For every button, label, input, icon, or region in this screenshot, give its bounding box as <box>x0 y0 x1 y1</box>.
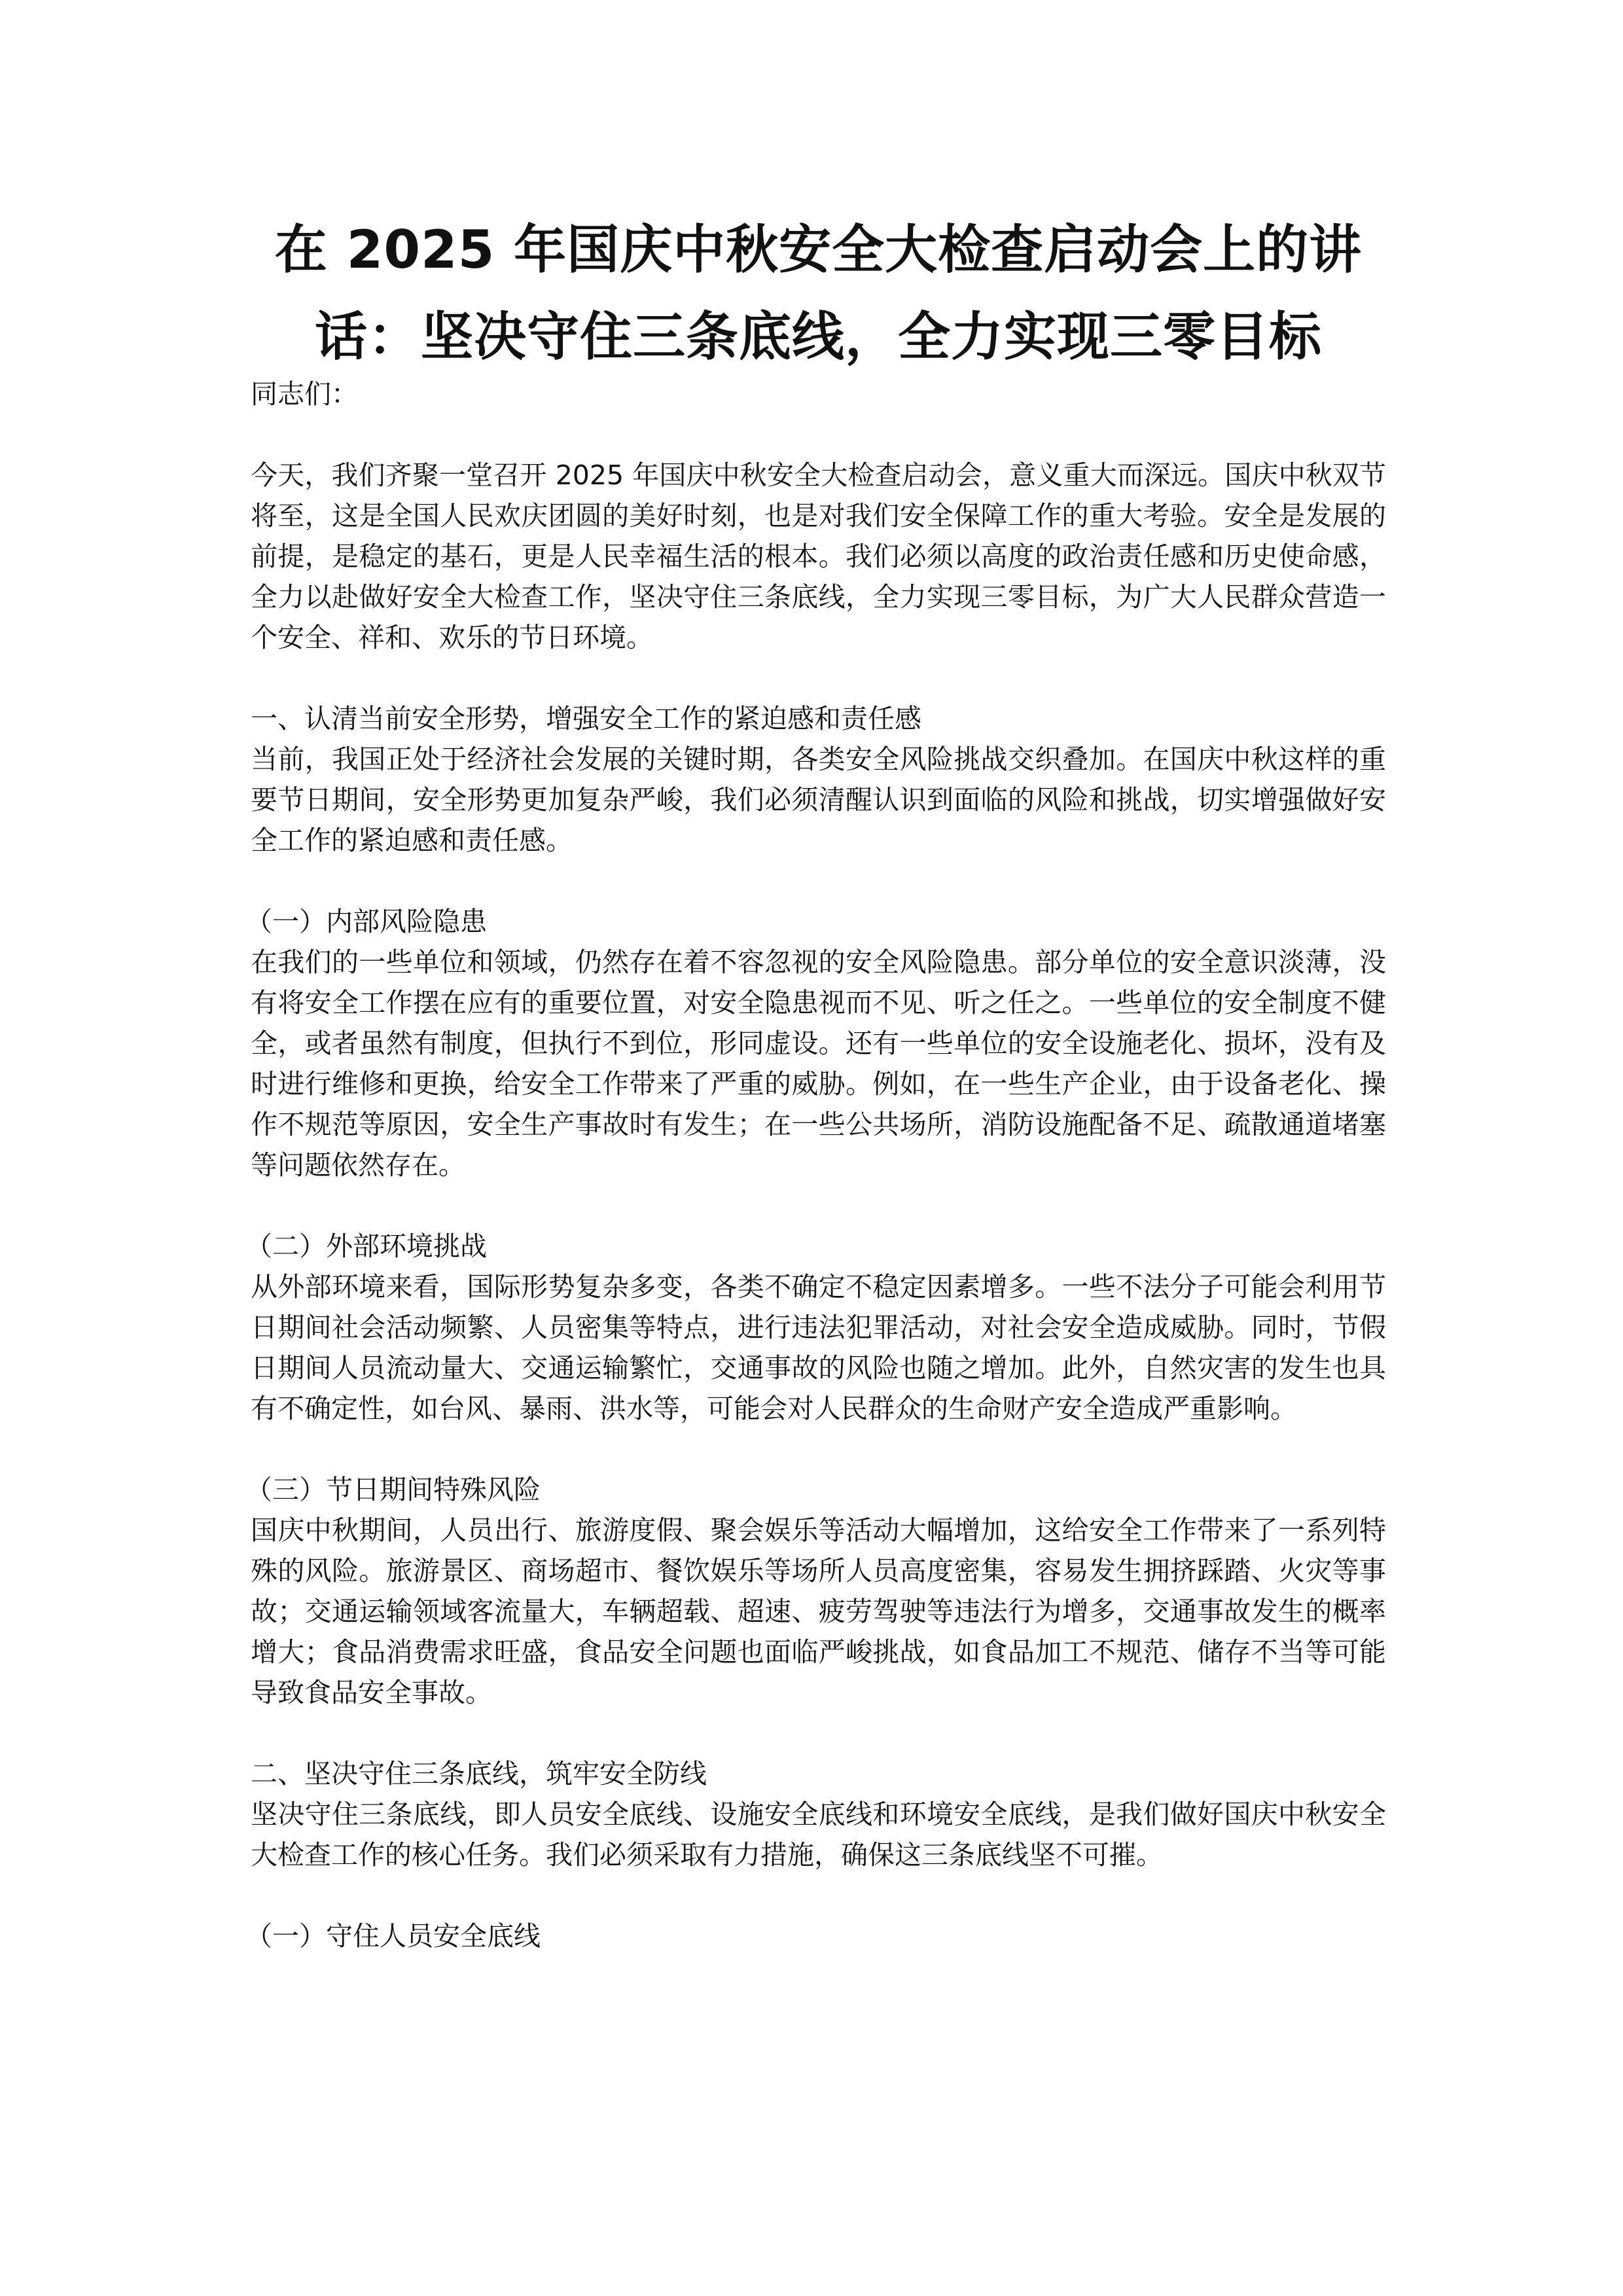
paragraph: 当前，我国正处于经济社会发展的关键时期，各类安全风险挑战交织叠加。在国庆中秋这样的重要节日期间，安全形势更加复杂严峻，我们必须清醒认识到面临的风险和挑战，切实增强做好安全工作的紧迫感和责任感。 <box>251 744 1386 856</box>
paragraph: 从外部环境来看，国际形势复杂多变，各类不确定不稳定因素增多。一些不法分子可能会利用节日期间社会活动频繁、人员密集等特点，进行违法犯罪活动，对社会安全造成威胁。同时，节假日期间人员流动量大、交通运输繁忙，交通事故的风险也随之增加。此外，自然灾害的发生也具有不确定性，如台风、暴雨、洪水等，可能会对人民群众的生命财产安全造成严重影响。 <box>251 1271 1386 1424</box>
paragraph-intro: 今天，我们齐聚一堂召开 2025 年国庆中秋安全大检查启动会，意义重大而深远。国庆中秋双节将至，这是全国人民欢庆团圆的美好时刻，也是对我们安全保障工作的重大考验。安全是发展的前提，是稳定的基石，更是人民幸福生活的根本。我们必须以高度的政治责任感和历史使命感，全力以赴做好安全大检查工作，坚决守住三条底线，全力实现三零目标，为广大人民群众营造一个安全、祥和、欢乐的节日环境。 <box>251 459 1386 653</box>
section-heading-1: 一、认清当前安全形势，增强安全工作的紧迫感和责任感 <box>251 703 921 734</box>
subsection-heading: （二）外部环境挑战 <box>245 1230 487 1262</box>
document-title: 在 2025 年国庆中秋安全大检查启动会上的讲话：坚决守住三条底线，全力实现三零目标 <box>274 219 1363 367</box>
document-page <box>245 206 1386 1956</box>
document-body <box>245 374 1386 1956</box>
paragraph: 坚决守住三条底线，即人员安全底线、设施安全底线和环境安全底线，是我们做好国庆中秋安全大检查工作的核心任务。我们必须采取有力措施，确保这三条底线坚不可摧。 <box>251 1799 1386 1871</box>
subsection-heading: （三）节日期间特殊风险 <box>245 1474 541 1505</box>
paragraph: 国庆中秋期间，人员出行、旅游度假、聚会娱乐等活动大幅增加，这给安全工作带来了一系列特殊的风险。旅游景区、商场超市、餐饮娱乐等场所人员高度密集，容易发生拥挤踩踏、火灾等事故；交通运输领域客流量大，车辆超载、超速、疲劳驾驶等违法行为增多，交通事故发生的概率增大；食品消费需求旺盛，食品安全问题也面临严峻挑战，如食品加工不规范、储存不当等可能导致食品安全事故。 <box>251 1515 1386 1708</box>
paragraph: 在我们的一些单位和领域，仍然存在着不容忽视的安全风险隐患。部分单位的安全意识淡薄，没有将安全工作摆在应有的重要位置，对安全隐患视而不见、听之任之。一些单位的安全制度不健全，或者虽然有制度，但执行不到位，形同虚设。还有一些单位的安全设施老化、损坏，没有及时进行维修和更换，给安全工作带来了严重的威胁。例如，在一些生产企业，由于设备老化、操作不规范等原因，安全生产事故时有发生；在一些公共场所，消防设施配备不足、疏散通道堵塞等问题依然存在。 <box>251 946 1386 1181</box>
section-heading-2: 二、坚决守住三条底线，筑牢安全防线 <box>251 1758 707 1789</box>
subsection-heading: （一）守住人员安全底线 <box>245 1920 541 1952</box>
salutation: 同志们： <box>251 378 358 410</box>
subsection-heading: （一）内部风险隐患 <box>245 906 487 937</box>
